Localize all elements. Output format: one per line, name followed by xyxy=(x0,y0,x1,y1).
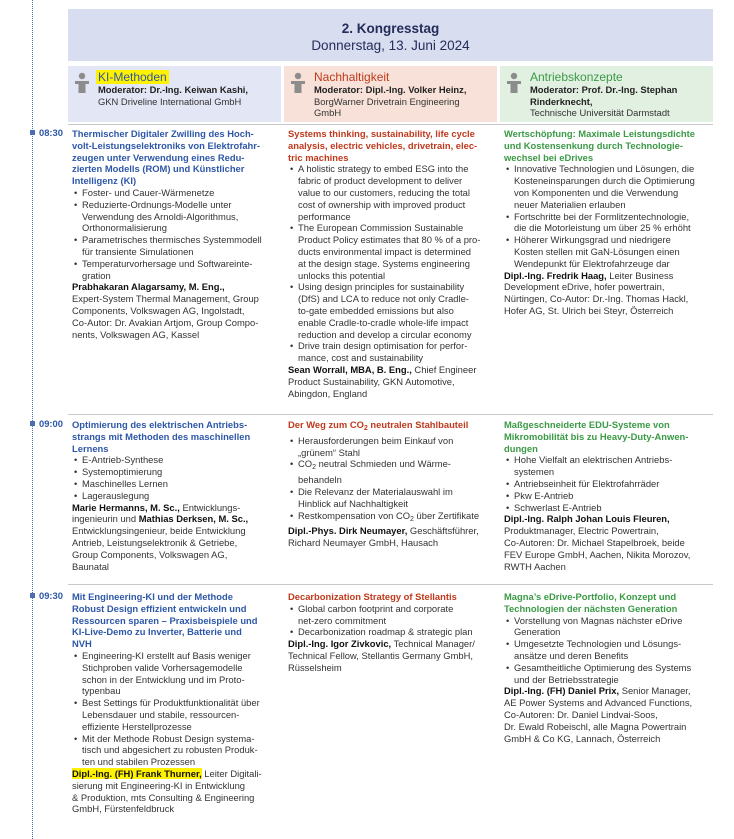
session-topic-list xyxy=(72,187,284,281)
session-title xyxy=(504,128,716,163)
session-topic-list xyxy=(504,454,716,513)
session-speaker-line: Dipl.-Ing. (FH) Daniel Prix, Senior Manager, xyxy=(504,685,691,697)
session-topic: • The European Commission Sustainable Product Policy estimates that 80 % of a pro- ducts environmental impact is determined at the design stage. Systems engineering unlocks this potential xyxy=(288,222,500,281)
session-topic: • Hohe Vielfalt an elektrischen Antriebs- systemen xyxy=(504,454,716,478)
session-title xyxy=(504,591,716,615)
session-speaker-line: Expert-System Thermal Management, Group xyxy=(72,293,259,305)
session-speaker-line: Produktmanager, Electric Powertrain, xyxy=(504,525,659,537)
track-moderator: Moderator: Prof. Dr.-Ing. Stephan Rinderknecht, xyxy=(530,84,678,107)
session-title-line: volt-Leistungselektroniks von Elektrofahr- xyxy=(72,139,261,151)
session-topic: • $CO_2$ neutral Schmieden und Wärme- behandeln xyxy=(288,458,500,486)
session-speaker-line: Marie Hermanns, M. Sc., Entwicklungs- xyxy=(72,501,241,513)
session-speaker-line: Richard Neumayer GmbH, Hausach xyxy=(288,537,439,549)
day-date: Donnerstag, 13. Juni 2024 xyxy=(311,38,470,53)
session-title-line: analysis, electric vehicles, drivetrain, elec- xyxy=(288,139,478,151)
session-speaker-line: Baunatal xyxy=(72,560,110,572)
session-title-line: wechsel bei eDrives xyxy=(504,151,594,163)
track-header-ki-methoden xyxy=(68,66,281,122)
session-speaker-line: Nürtingen, Co-Autor: Dr.-Ing. Thomas Hackl, xyxy=(504,293,689,305)
session-speaker-line: Hofer AG, St. Ulrich bei Steyr, Österreich xyxy=(504,304,674,316)
session-topic: • Foster- und Cauer-Wärmenetze xyxy=(72,187,284,199)
session-topic: • Drive train design optimisation for perfor- mance, cost and sustainability xyxy=(288,340,500,364)
session-ak-0900 xyxy=(504,419,716,572)
track-affiliation: GKN Driveline International GmbH xyxy=(98,95,242,107)
session-topic: • Using design principles for sustainability (DfS) and LCA to reduce not only Cradle- to-gate embedded emissions but also enable Cradle-to-cradle whole-life impact reduction and develop a circular economy xyxy=(288,281,500,340)
track-affiliation: GmbH xyxy=(314,107,342,118)
session-topic-list xyxy=(288,435,500,526)
session-title-line: Technologien der nächsten Generation xyxy=(504,602,678,614)
session-topic: • E-Antrieb-Synthese xyxy=(72,454,284,466)
session-title-line: Decarbonization Strategy of Stellantis xyxy=(288,591,457,602)
session-speaker-line: Dipl.-Ing. Fredrik Haag, Leiter Business xyxy=(504,269,674,281)
timeline-dot xyxy=(30,593,35,598)
session-speaker-line: Prabhakaran Alagarsamy, M. Eng., xyxy=(72,281,225,293)
session-topic: • Antriebseinheit für Elektrofahrräder xyxy=(504,478,716,490)
speaker-podium-icon xyxy=(73,72,91,94)
track-affiliation: Technische Universität Darmstadt xyxy=(530,107,670,118)
session-topic: • Fortschritte bei der Formlitzentechnologie, die die Motorleistung um über 25 % erhöht xyxy=(504,211,716,235)
session-topic-list xyxy=(72,454,284,501)
session-speaker-line: nents, Volkswagen AG, Kassel xyxy=(72,328,200,340)
session-speaker-line: Dipl.-Ing. (FH) Frank Thurner, Leiter Digitali- xyxy=(72,767,262,779)
session-title-line: NVH xyxy=(72,638,92,650)
session-topic: • Umgesetzte Technologien und Lösungs- ansätze und deren Benefits xyxy=(504,638,716,662)
session-speaker-line: Development eDrive, hofer powertrain, xyxy=(504,281,665,293)
session-topic-list xyxy=(288,163,500,364)
session-topic: • Parametrisches thermisches Systemmodell für transiente Simulationen xyxy=(72,234,284,258)
session-title-line: KI-Live-Demo zu Inverter, Batterie und xyxy=(72,626,242,638)
session-nh-0930 xyxy=(288,591,500,674)
session-title-line: Thermischer Digitaler Zwilling des Hoch- xyxy=(72,128,254,139)
track-header-antriebskonzepte xyxy=(500,66,713,122)
session-ki-0830 xyxy=(72,128,284,340)
session-title-line: Ressourcen sparen – Praxisbeispiele und xyxy=(72,614,258,626)
session-speaker-line: ingenieurin und Mathias Derksen, M. Sc., xyxy=(72,513,249,525)
session-speaker-line: Group Components, Volkswagen AG, xyxy=(72,548,228,560)
session-speaker-line: Product Sustainability, GKN Automotive, xyxy=(288,375,455,387)
session-title xyxy=(288,591,500,603)
slot-separator xyxy=(68,124,713,125)
session-topic: • Gesamtheitliche Optimierung des Systems und der Betriebsstrategie xyxy=(504,662,716,686)
session-speaker-line: Dipl.-Ing. Ralph Johan Louis Fleuren, xyxy=(504,513,670,525)
session-speaker-line: GmbH & Co KG, Lannach, Österreich xyxy=(504,732,661,744)
session-topic: • Global carbon footprint and corporate net-zero commitment xyxy=(288,603,500,627)
session-topic: • Engineering-KI erstellt auf Basis weniger Stichproben valide Vorhersagemodelle schon in der Entwicklung und im Proto- typenbau xyxy=(72,650,284,697)
speaker-podium-icon xyxy=(289,72,307,94)
session-topic: • Innovative Technologien und Lösungen, die Kosteneinsparungen durch die Optimierung von Komponenten und die Verwendung neuer Materialien erlauben xyxy=(504,163,716,210)
session-speaker-line: Abingdon, England xyxy=(288,387,368,399)
session-topic: • Höherer Wirkungsgrad und niedrigere Kosten stellen mit GaN-Lösungen einen Wendepunkt für Elektrofahrzeuge dar xyxy=(504,234,716,269)
session-topic: • Mit der Methode Robust Design systema- tisch und abgesichert zu robusten Produk- ten und stabilen Prozessen xyxy=(72,733,284,768)
speaker-podium-icon xyxy=(505,72,523,94)
slot-time: 09:00 xyxy=(39,418,63,429)
session-speaker-line: Components, Volkswagen AG, Ingolstadt, xyxy=(72,304,245,316)
track-moderator: Moderator: Dr.-Ing. Keiwan Kashi, xyxy=(98,84,249,95)
session-topic: • Lagerauslegung xyxy=(72,490,284,502)
session-speaker-line: RWTH Aachen xyxy=(504,560,566,572)
slot-separator xyxy=(68,584,713,585)
session-title-line: dungen xyxy=(504,442,538,454)
session-speaker-line: Co-Autor: Dr. Avakian Artjom, Group Compo- xyxy=(72,316,259,328)
session-title-line: zierten Modells (ROM) und Künstlicher xyxy=(72,163,245,175)
session-topic: • Pkw E-Antrieb xyxy=(504,490,716,502)
session-title-line: Intelligenz (KI) xyxy=(72,175,137,187)
session-nh-0830 xyxy=(288,128,500,399)
session-title-line: Systems thinking, sustainability, life cycle xyxy=(288,128,475,139)
day-header xyxy=(68,9,713,61)
session-speaker-line: Dipl.-Ing. Igor Zivkovic, Technical Manager/ xyxy=(288,638,475,650)
track-header-nachhaltigkeit xyxy=(284,66,497,122)
track-moderator: Moderator: Dipl.-Ing. Volker Heinz, xyxy=(314,84,467,95)
slot-separator xyxy=(68,414,713,415)
session-speaker-line: sierung mit Engineering-KI in Entwicklung xyxy=(72,779,246,791)
session-speaker-line: Antrieb, Leistungselektronik & Getriebe, xyxy=(72,536,238,548)
session-topic: • Temperaturvorhersage und Softwareinte- gration xyxy=(72,258,284,282)
session-title-line: tric machines xyxy=(288,151,349,163)
session-speaker-line: Entwicklungsingenieur, beide Entwicklung xyxy=(72,525,246,537)
session-nh-0900 xyxy=(288,419,500,549)
session-title-line: zeugen unter Verwendung eines Redu- xyxy=(72,151,245,163)
session-speaker-line: Dipl.-Phys. Dirk Neumayer, Geschäftsführer, xyxy=(288,525,479,537)
session-title-line: Optimierung des elektrischen Antriebs- xyxy=(72,419,248,430)
track-name: Nachhaltigkeit xyxy=(314,70,390,84)
session-title-line: Wertschöpfung: Maximale Leistungsdichte xyxy=(504,128,695,139)
session-speaker-line: FEV Europe GmbH, Aachen, Nikita Morozov, xyxy=(504,548,691,560)
session-speaker-line: AE Power Systems and Advanced Functions, xyxy=(504,697,693,709)
session-topic: • Best Settings für Produktfunktionalität über Lebensdauer und stabile, ressourcen- effiziente Herstellprozesse xyxy=(72,697,284,732)
session-topic: • Schwerlast E-Antrieb xyxy=(504,502,716,514)
session-speaker-line: Co-Autoren: Dr. Michael Stapelbroek, beide xyxy=(504,536,685,548)
session-title xyxy=(504,419,716,454)
session-speaker-line: & Produktion, mts Consulting & Engineering xyxy=(72,791,255,803)
session-title xyxy=(288,128,500,163)
session-title-line: Lernens xyxy=(72,442,109,454)
session-title xyxy=(72,128,284,187)
session-topic: • Systemoptimierung xyxy=(72,466,284,478)
timeline-dot xyxy=(30,421,35,426)
session-topic: • Vorstellung von Magnas nächster eDrive Generation xyxy=(504,615,716,639)
session-title-line: Mikromobilität bis zu Heavy-Duty-Anwen- xyxy=(504,430,689,442)
track-name: Antriebskonzepte xyxy=(530,70,623,84)
session-topic: • Herausforderungen beim Einkauf von „grünem“ Stahl xyxy=(288,435,500,459)
session-topic: • Die Relevanz der Materialauswahl im Hinblick auf Nachhaltigkeit xyxy=(288,486,500,510)
track-affiliation: BorgWarner Drivetrain Engineering xyxy=(314,95,460,107)
session-topic-list xyxy=(288,603,500,638)
session-topic-list xyxy=(72,650,284,768)
session-ki-0900 xyxy=(72,419,284,572)
session-title-line: Robust Design effizient entwickeln und xyxy=(72,602,247,614)
session-topic-list xyxy=(504,163,716,269)
session-title xyxy=(72,419,284,454)
session-topic: • Maschinelles Lernen xyxy=(72,478,284,490)
session-title-line: Maßgeschneiderte EDU-Systeme von xyxy=(504,419,670,430)
track-name: KI-Methoden xyxy=(98,70,167,84)
session-topic: • A holistic strategy to embed ESG into the fabric of product development to deliver value to our customers, reducing the total cost of ownership with improved product performance xyxy=(288,163,500,222)
session-title-line: Magna’s eDrive-Portfolio, Konzept und xyxy=(504,591,677,602)
session-title-line: und Kostensenkung durch Technologie- xyxy=(504,139,683,151)
session-speaker-line: Dr. Ewald Robeischl, alle Magna Powertrain xyxy=(504,720,687,732)
slot-time: 08:30 xyxy=(39,127,63,138)
session-speaker-line: Rüsselsheim xyxy=(288,661,342,673)
session-topic: • Decarbonization roadmap & strategic plan xyxy=(288,626,500,638)
session-topic: • Restkompensation von $CO_2$ über Zertifikate xyxy=(288,510,500,526)
day-title: 2. Kongresstag xyxy=(341,21,440,36)
session-ak-0930 xyxy=(504,591,716,744)
session-ki-0930 xyxy=(72,591,284,815)
session-title-line: strangs mit Methoden des maschinellen xyxy=(72,430,251,442)
session-speaker-line: Sean Worrall, MBA, B. Eng., Chief Engineer xyxy=(288,363,477,375)
timeline-line xyxy=(32,0,33,839)
session-topic-list xyxy=(504,615,716,686)
session-title-line: Mit Engineering-KI und der Methode xyxy=(72,591,233,602)
session-speaker-line: Technical Fellow, Stellantis Germany GmbH, xyxy=(288,649,473,661)
session-topic: • Reduzierte-Ordnungs-Modelle unter Verwendung des Arnoldi-Algorithmus, Orthonormalisierung xyxy=(72,199,284,234)
session-speaker-line: Co-Autoren: Dr. Daniel Lindvai-Soos, xyxy=(504,708,658,720)
slot-time: 09:30 xyxy=(39,590,63,601)
session-speaker-line: GmbH, Fürstenfeldbruck xyxy=(72,803,175,815)
session-title: Der Weg zum $CO_2$ neutralen Stahlbauteil xyxy=(288,419,469,432)
session-ak-0830 xyxy=(504,128,716,317)
session-title xyxy=(72,591,284,650)
timeline-dot xyxy=(30,130,35,135)
